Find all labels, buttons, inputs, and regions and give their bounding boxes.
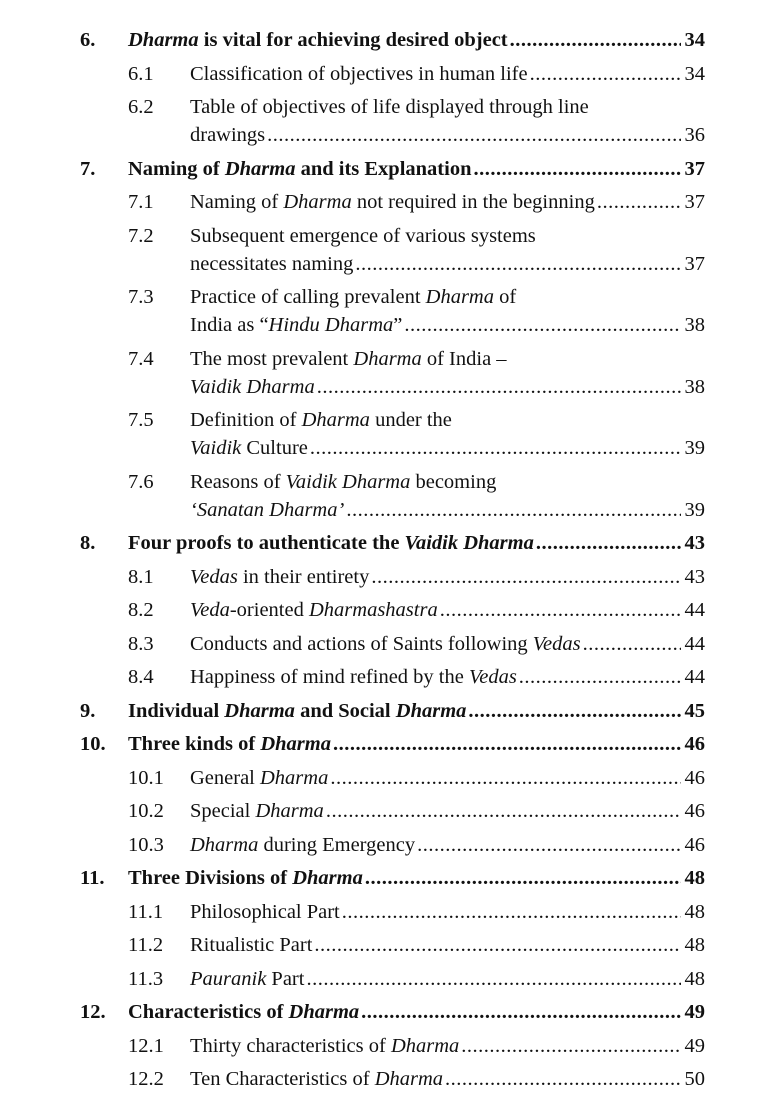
title-text: Ten Characteristics of <box>190 1068 375 1090</box>
title-text: Naming of <box>190 191 284 213</box>
toc-section <box>0 188 780 216</box>
toc-section <box>0 222 780 278</box>
entry-number: 11.1 <box>128 900 164 923</box>
entry-title-line <box>190 93 705 121</box>
page-number: 46 <box>684 766 705 789</box>
entry-title <box>128 529 534 557</box>
toc-section <box>0 931 780 959</box>
dot-leader <box>306 965 681 993</box>
entry-title <box>190 225 536 247</box>
entry-number: 7.1 <box>128 191 154 213</box>
dot-leader <box>510 26 681 54</box>
toc-section <box>0 898 780 926</box>
title-text: necessitates naming <box>190 252 354 275</box>
entry-title <box>190 348 507 370</box>
toc-section <box>0 831 780 859</box>
italic-term: Dharma <box>425 286 494 308</box>
dot-leader <box>404 311 681 339</box>
title-text: Happiness of mind refined by the <box>190 666 469 688</box>
toc-section <box>0 468 780 524</box>
title-text: General <box>190 766 260 789</box>
italic-term: Dharmashastra <box>308 599 438 621</box>
toc-chapter <box>0 26 780 54</box>
page-number: 46 <box>684 800 705 822</box>
entry-title <box>190 409 452 431</box>
title-text: is vital for achieving desired object <box>198 29 508 51</box>
entry-title <box>190 1065 443 1093</box>
entry-title <box>128 864 363 892</box>
italic-term: Vaidik <box>190 437 242 459</box>
entry-title <box>190 60 528 88</box>
dot-leader <box>473 155 681 183</box>
italic-term: Dharma <box>260 766 329 789</box>
entry-title-line <box>128 155 705 183</box>
title-text: not required in the beginning <box>351 191 595 213</box>
entry-title <box>190 496 344 524</box>
title-text: Subsequent emergence of various systems <box>190 224 536 247</box>
entry-number: 11.3 <box>128 967 164 990</box>
italic-term: Dharma <box>374 1068 444 1090</box>
entry-title-line <box>128 864 705 892</box>
dot-leader <box>330 764 681 792</box>
entry-number: 8. <box>80 532 96 554</box>
dot-leader <box>361 998 681 1026</box>
title-text: drawings <box>190 124 266 146</box>
entry-title <box>190 373 315 401</box>
entry-title-line <box>190 1065 705 1093</box>
entry-title-line <box>190 596 705 624</box>
title-text: Philosophical Part <box>190 900 340 923</box>
toc-section <box>0 965 780 993</box>
dot-leader <box>355 250 681 278</box>
title-text: Three kinds of <box>128 733 261 755</box>
page-number: 44 <box>684 599 705 621</box>
entry-title-line <box>190 345 705 373</box>
entry-title <box>190 96 589 118</box>
page-number: 50 <box>684 1068 705 1090</box>
title-text: Naming of <box>128 157 225 180</box>
page-number: 38 <box>684 375 705 398</box>
entry-title-line <box>128 730 705 758</box>
dot-leader <box>317 373 681 401</box>
entry-title-line <box>190 283 705 311</box>
page-number: 39 <box>684 437 705 459</box>
italic-term: Vedas <box>190 565 238 588</box>
title-text: Special <box>190 800 256 822</box>
dot-leader <box>519 663 681 691</box>
dot-leader <box>461 1032 681 1060</box>
toc-section <box>0 1065 780 1093</box>
dot-leader <box>583 630 681 658</box>
dot-leader <box>440 596 681 624</box>
title-text: of <box>493 286 517 308</box>
entry-title-line <box>128 697 705 725</box>
title-text: India as “ <box>190 314 269 336</box>
entry-title <box>190 563 369 591</box>
entry-number: 10.2 <box>128 800 164 822</box>
entry-title-line <box>190 468 705 496</box>
page-number: 46 <box>684 733 705 755</box>
entry-number: 7.6 <box>128 470 154 493</box>
page-number: 49 <box>684 1001 705 1023</box>
entry-title-line <box>190 434 705 462</box>
title-text: in their entirety <box>237 565 370 588</box>
title-text: Characteristics of <box>128 1001 289 1023</box>
toc-chapter <box>0 697 780 725</box>
title-text: Thirty characteristics of <box>190 1034 391 1057</box>
entry-title <box>190 471 496 493</box>
toc-section <box>0 797 780 825</box>
entry-number: 12.2 <box>128 1068 164 1090</box>
entry-number: 6.1 <box>128 62 154 85</box>
entry-title <box>128 730 331 758</box>
entry-title <box>190 311 402 339</box>
italic-term: Vedas <box>532 632 581 655</box>
dot-leader <box>536 529 681 557</box>
dot-leader <box>530 60 681 88</box>
dot-leader <box>314 931 681 959</box>
toc-chapter <box>0 864 780 892</box>
entry-title-line <box>128 26 705 54</box>
title-text: Table of objectives of life displayed through line <box>190 96 589 118</box>
entry-title-line <box>190 250 705 278</box>
title-text: Reasons of <box>190 470 286 493</box>
title-text: during Emergency <box>258 833 416 856</box>
italic-term: Dharma <box>301 409 370 431</box>
dot-leader <box>468 697 681 725</box>
page-number: 48 <box>684 934 705 956</box>
dot-leader <box>342 898 681 926</box>
dot-leader <box>597 188 681 216</box>
italic-term: Dharma <box>255 800 324 822</box>
entry-title-line <box>190 406 705 434</box>
entry-title-line <box>190 222 705 250</box>
entry-title <box>190 965 304 993</box>
entry-title-line <box>190 563 705 591</box>
title-text: Individual <box>128 699 225 722</box>
toc-section <box>0 60 780 88</box>
page-number: 38 <box>684 314 705 336</box>
entry-title <box>128 26 508 54</box>
dot-leader <box>445 1065 681 1093</box>
entry-title <box>128 697 466 725</box>
italic-term: Vaidik Dharma <box>285 470 411 493</box>
toc-section <box>0 630 780 658</box>
entry-title-line <box>190 1032 705 1060</box>
title-text: Conducts and actions of Saints following <box>190 632 533 655</box>
entry-title <box>190 931 312 959</box>
page-number: 46 <box>684 833 705 856</box>
dot-leader <box>326 797 681 825</box>
dot-leader <box>310 434 681 462</box>
dot-leader <box>365 864 681 892</box>
entry-title <box>190 1032 459 1060</box>
italic-term: Dharma <box>283 191 352 213</box>
italic-term: Vaidik Dharma <box>190 375 315 398</box>
toc-section <box>0 406 780 462</box>
entry-number: 9. <box>80 699 96 722</box>
page-number: 37 <box>684 191 705 213</box>
italic-term: ‘Sanatan Dharma’ <box>190 498 345 521</box>
title-text: of India – <box>421 347 507 370</box>
italic-term: Dharma <box>190 833 259 856</box>
entry-number: 12. <box>80 1001 106 1023</box>
italic-term: Pauranik <box>190 967 267 990</box>
toc-chapter <box>0 155 780 183</box>
toc-section <box>0 283 780 339</box>
entry-number: 10. <box>80 733 106 755</box>
title-text: Three Divisions of <box>128 867 293 889</box>
italic-term: Dharma <box>224 699 295 722</box>
entry-title <box>128 155 471 183</box>
italic-term: Hindu Dharma <box>268 314 394 336</box>
italic-term: Dharma <box>353 347 422 370</box>
toc-section <box>0 663 780 691</box>
title-text: and its Explanation <box>295 157 472 180</box>
dot-leader <box>267 121 681 149</box>
entry-number: 10.1 <box>128 766 164 789</box>
dot-leader <box>333 730 681 758</box>
italic-term: Dharma <box>390 1034 460 1057</box>
entry-title <box>190 121 265 149</box>
entry-title <box>190 434 308 462</box>
entry-title <box>190 596 438 624</box>
entry-title-line <box>190 898 705 926</box>
entry-title <box>190 286 516 308</box>
page-number: 48 <box>684 900 705 923</box>
page-number: 44 <box>684 632 705 655</box>
entry-number: 6. <box>80 29 96 51</box>
page-number: 48 <box>684 867 705 889</box>
title-text: Part <box>266 967 305 990</box>
page-number: 36 <box>684 124 705 146</box>
entry-title-line <box>190 764 705 792</box>
title-text: becoming <box>410 470 497 493</box>
dot-leader <box>346 496 681 524</box>
title-text: Ritualistic Part <box>190 934 313 956</box>
entry-title-line <box>190 311 705 339</box>
entry-title-line <box>190 188 705 216</box>
entry-number: 7.5 <box>128 409 154 431</box>
entry-number: 6.2 <box>128 96 154 118</box>
page-number: 34 <box>684 62 705 85</box>
entry-title-line <box>190 831 705 859</box>
entry-title-line <box>128 998 705 1026</box>
page-number: 39 <box>684 498 705 521</box>
page-number: 43 <box>684 532 705 554</box>
toc-section <box>0 345 780 401</box>
entry-number: 8.3 <box>128 632 154 655</box>
toc-section <box>0 596 780 624</box>
toc-section <box>0 563 780 591</box>
title-text: Practice of calling prevalent <box>190 286 426 308</box>
title-text: -oriented <box>229 599 309 621</box>
page-number: 45 <box>684 699 705 722</box>
entry-title <box>190 831 415 859</box>
table-of-contents <box>0 26 780 1099</box>
entry-number: 12.1 <box>128 1034 164 1057</box>
title-text: Definition of <box>190 409 302 431</box>
page-number: 34 <box>684 29 705 51</box>
entry-title <box>190 630 581 658</box>
entry-title-line <box>128 529 705 557</box>
entry-title-line <box>190 797 705 825</box>
italic-term: Dharma <box>288 1001 360 1023</box>
title-text: The most prevalent <box>190 347 354 370</box>
entry-number: 7.2 <box>128 224 154 247</box>
italic-term: Vedas <box>468 666 517 688</box>
entry-number: 11. <box>80 867 105 889</box>
page-number: 49 <box>684 1034 705 1057</box>
entry-title-line <box>190 60 705 88</box>
entry-number: 8.2 <box>128 599 154 621</box>
toc-chapter <box>0 529 780 557</box>
italic-term: Dharma <box>128 29 199 51</box>
entry-title-line <box>190 931 705 959</box>
entry-title <box>128 998 359 1026</box>
entry-title <box>190 663 517 691</box>
italic-term: Veda <box>190 599 230 621</box>
toc-section <box>0 93 780 149</box>
toc-chapter <box>0 730 780 758</box>
toc-section <box>0 1032 780 1060</box>
page-number: 37 <box>684 252 705 275</box>
entry-number: 11.2 <box>128 934 164 956</box>
entry-title-line <box>190 663 705 691</box>
entry-number: 7.4 <box>128 347 154 370</box>
toc-chapter <box>0 998 780 1026</box>
title-text: Classification of objectives in human life <box>190 62 528 85</box>
entry-title <box>190 764 328 792</box>
dot-leader <box>371 563 681 591</box>
entry-number: 8.4 <box>128 666 154 688</box>
entry-title-line <box>190 121 705 149</box>
entry-title-line <box>190 496 705 524</box>
page-number: 37 <box>684 157 705 180</box>
page-number: 43 <box>684 565 705 588</box>
italic-term: Vaidik Dharma <box>404 532 534 554</box>
entry-title <box>190 797 324 825</box>
toc-section <box>0 764 780 792</box>
entry-number: 7. <box>80 157 96 180</box>
title-text: Culture <box>241 437 308 459</box>
italic-term: Dharma <box>292 867 363 889</box>
italic-term: Dharma <box>260 733 331 755</box>
dot-leader <box>417 831 681 859</box>
page-number: 44 <box>684 666 705 688</box>
entry-title <box>190 898 340 926</box>
entry-number: 7.3 <box>128 286 154 308</box>
italic-term: Dharma <box>395 699 467 722</box>
title-text: and Social <box>294 699 396 722</box>
entry-title <box>190 188 595 216</box>
entry-number: 10.3 <box>128 833 164 856</box>
title-text: ” <box>393 314 403 336</box>
title-text: Four proofs to authenticate the <box>128 532 405 554</box>
entry-title-line <box>190 630 705 658</box>
page-number: 48 <box>684 967 705 990</box>
entry-title <box>190 250 353 278</box>
title-text: under the <box>369 409 452 431</box>
entry-title-line <box>190 373 705 401</box>
entry-number: 8.1 <box>128 565 154 588</box>
entry-title-line <box>190 965 705 993</box>
italic-term: Dharma <box>224 157 296 180</box>
